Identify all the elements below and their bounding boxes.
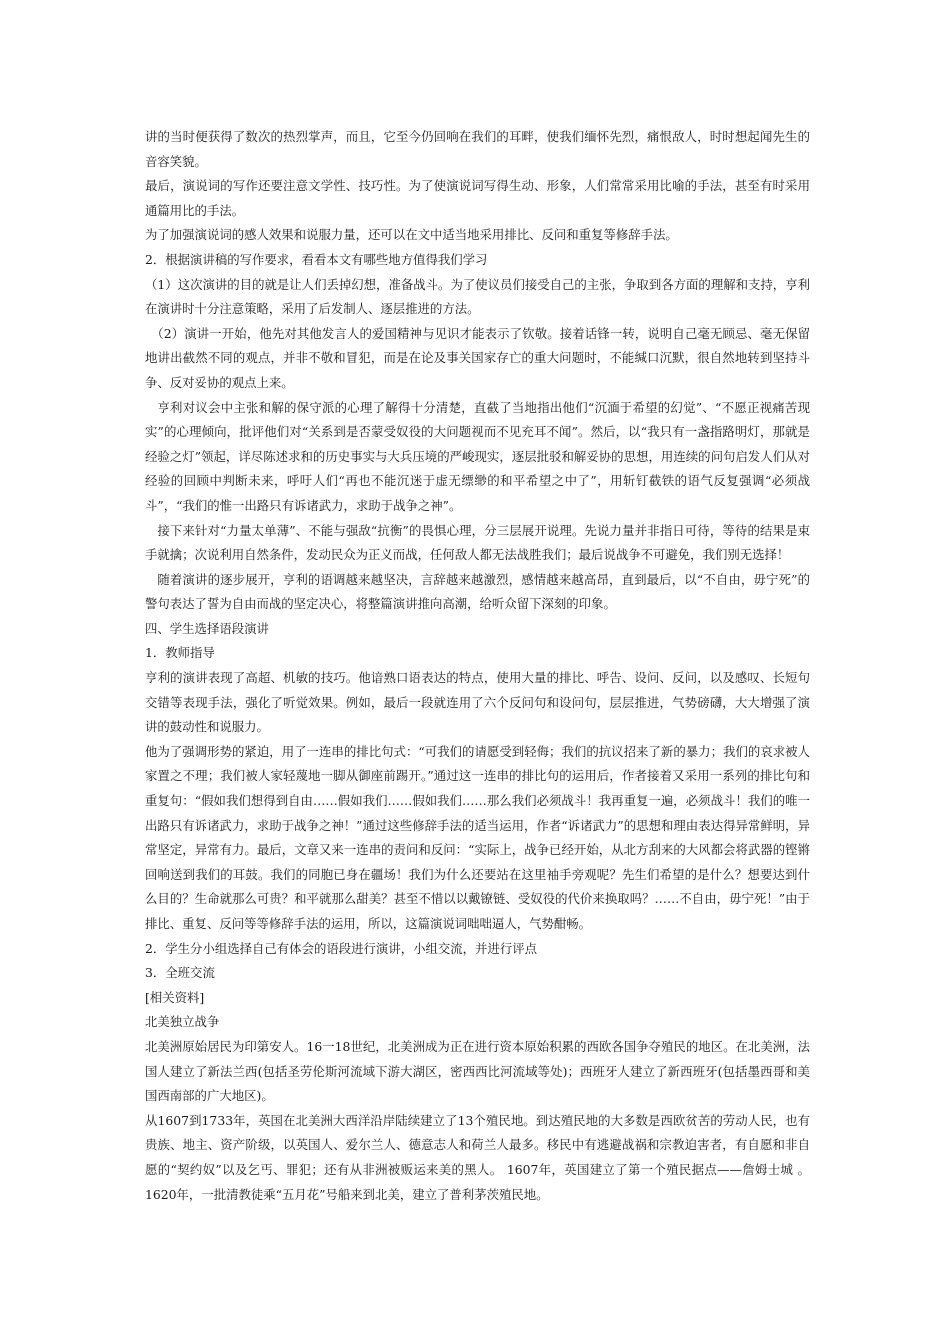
section-heading: 1．教师指导 xyxy=(145,645,215,661)
body-paragraph: 接下来针对“力量太单薄”、不能与强敌“抗衡”的畏惧心理，分三层展开说理。先说力量并非指日可待，等待的结果是束手就擒；次说利用自然条件，发动民众为正义而战，任何敌人都无法战胜我们；最后说战争不可避免，我们别无选择！ xyxy=(145,522,810,563)
section-heading: 2．学生分小组选择自己有体会的语段进行演讲，小组交流，并进行评点 xyxy=(145,940,537,956)
body-paragraph: 亨利的演讲表现了高超、机敏的技巧。他谙熟口语表达的特点，使用大量的排比、呼告、设问、反问，以及感叹、长短句交错等表现手法，强化了听觉效果。例如，最后一段就连用了六个反问句和设问句，层层推进，气势磅礴，大大增强了演讲的鼓动性和说服力。 xyxy=(145,670,810,735)
section-heading: 四、学生选择语段演讲 xyxy=(145,620,269,636)
section-heading: [相关资料] xyxy=(145,989,205,1005)
body-paragraph: 北美洲原始居民为印第安人。16一18世纪，北美洲成为正在进行资本原始积累的西欧各国争夺殖民的地区。在北美洲，法国人建立了新法兰西(包括圣劳伦斯河流域下游大湖区，密西西比河流域等处)；西班牙人建立了新西班牙(包括墨西哥和美国西南部的广大地区)。 xyxy=(145,1038,810,1104)
body-paragraph: 最后，演说词的写作还要注意文学性、技巧性。为了使演说词写得生动、形象，人们常常采用比喻的手法，甚至有时采用通篇用比的手法。 xyxy=(145,178,810,218)
body-paragraph: 他为了强调形势的紧迫，用了一连串的排比句式：“可我们的请愿受到轻侮；我们的抗议招来了新的暴力；我们的哀求被人家置之不理；我们被人家轻蔑地一脚从御座前踢开。”通过这一连串的排比句的运用后，作者接着又采用一系列的排比句和重复句：“假如我们想得到自由……假如我们……假如我们……那么我们必须战斗！我再重复一遍，必须战斗！我们的唯一出路只有诉诸武力，求助于战争之神！”通过这些修辞手法的适当运用，作者“诉诸武力”的思想和理由表达得异常鲜明，异常坚定，异常有力。最后，文章又来一连串的责问和反问：“实际上，战争已经开始，从北方刮来的大风都会将武器的铿锵回响送到我们的耳鼓。我们的同胞已身在疆场！我们为什么还要站在这里袖手旁观呢？先生们希望的是什么？想要达到什么目的？生命就那么可贵？和平就那么甜美？甚至不惜以以戴镣链、受奴役的代价来换取吗？……不自由，毋宁死！”由于排比、重复、反问等等修辞手法的运用，所以，这篇演说词咄咄逼人，气势酣畅。 xyxy=(145,743,810,931)
body-paragraph: 亨利对议会中主张和解的保守派的心理了解得十分清楚，直截了当地指出他们“沉湎于希望的幻觉”、“不愿正视痛苦现实”的心理倾向，批评他们对“关系到是否蒙受奴役的大问题视而不见充耳不闻”。然后，以“我只有一盏指路明灯，那就是经验之灯”领起，详尽陈述求和的历史事实与大兵压境的严峻现实，逐层批驳和解妥协的思想，用连续的问句启发人们从对经验的回顾中判断未来，呼吁人们“再也不能沉迷于虚无缥缈的和平希望之中了”，用斩钉截铁的语气反复强调“必须战斗”，“我们的惟一出路只有诉诸武力，求助于战争之神”。 xyxy=(145,399,810,513)
body-paragraph: 随着演讲的逐步展开，亨利的语调越来越坚决，言辞越来越激烈，感情越来越高昂，直到最后，以“不自由，毋宁死”的警句表达了誓为自由而战的坚定决心，将整篇演讲推向高潮，给听众留下深刻的印象。 xyxy=(145,571,810,612)
section-heading: 北美独立战争 xyxy=(145,1014,220,1030)
section-heading: 2．根据演讲稿的写作要求，看看本文有哪些地方值得我们学习 xyxy=(145,251,488,267)
body-paragraph: 从1607到1733年，英国在北美洲大西洋沿岸陆续建立了13个殖民地。到达殖民地的大多数是西欧贫苦的劳动人民，也有贵族、地主、资产阶级，以英国人、爱尔兰人、德意志人和荷兰人最多。移民中有逃避战祸和宗教迫害者，有自愿和非自愿的“契约奴”以及乞丐、罪犯；还有从非洲被贩运来美的黑人。 1607年，英国建立了第一个殖民据点——詹姆士城 。1620年，一批清教徒乘“五月花”号船来到北美，建立了普利茅茨殖民地。 xyxy=(145,1112,810,1202)
document-page xyxy=(145,125,810,1207)
body-paragraph: （1）这次演讲的目的就是让人们丢掉幻想，准备战斗。为了使议员们接受自己的主张，争取到各方面的理解和支持，亨利在演讲时十分注意策略，采用了后发制人、逐层推进的方法。 xyxy=(145,276,810,317)
body-paragraph: 讲的当时便获得了数次的热烈掌声，而且，它至今仍回响在我们的耳畔，使我们缅怀先烈，痛恨敌人，时时想起闻先生的音容笑貌。 xyxy=(145,129,810,169)
section-heading: 3．全班交流 xyxy=(145,965,215,981)
body-paragraph: （2）演讲一开始，他先对其他发言人的爱国精神与见识才能表示了钦敬。接着话锋一转，说明自己毫无顾忌、毫无保留地讲出截然不同的观点，并非不敬和冒犯，而是在论及事关国家存亡的重大问题时，不能缄口沉默，很自然地转到坚持斗争、反对妥协的观点上来。 xyxy=(145,325,810,390)
body-paragraph: 为了加强演说词的感人效果和说服力量，还可以在文中适当地采用排比、反问和重复等修辞手法。 xyxy=(145,227,678,243)
